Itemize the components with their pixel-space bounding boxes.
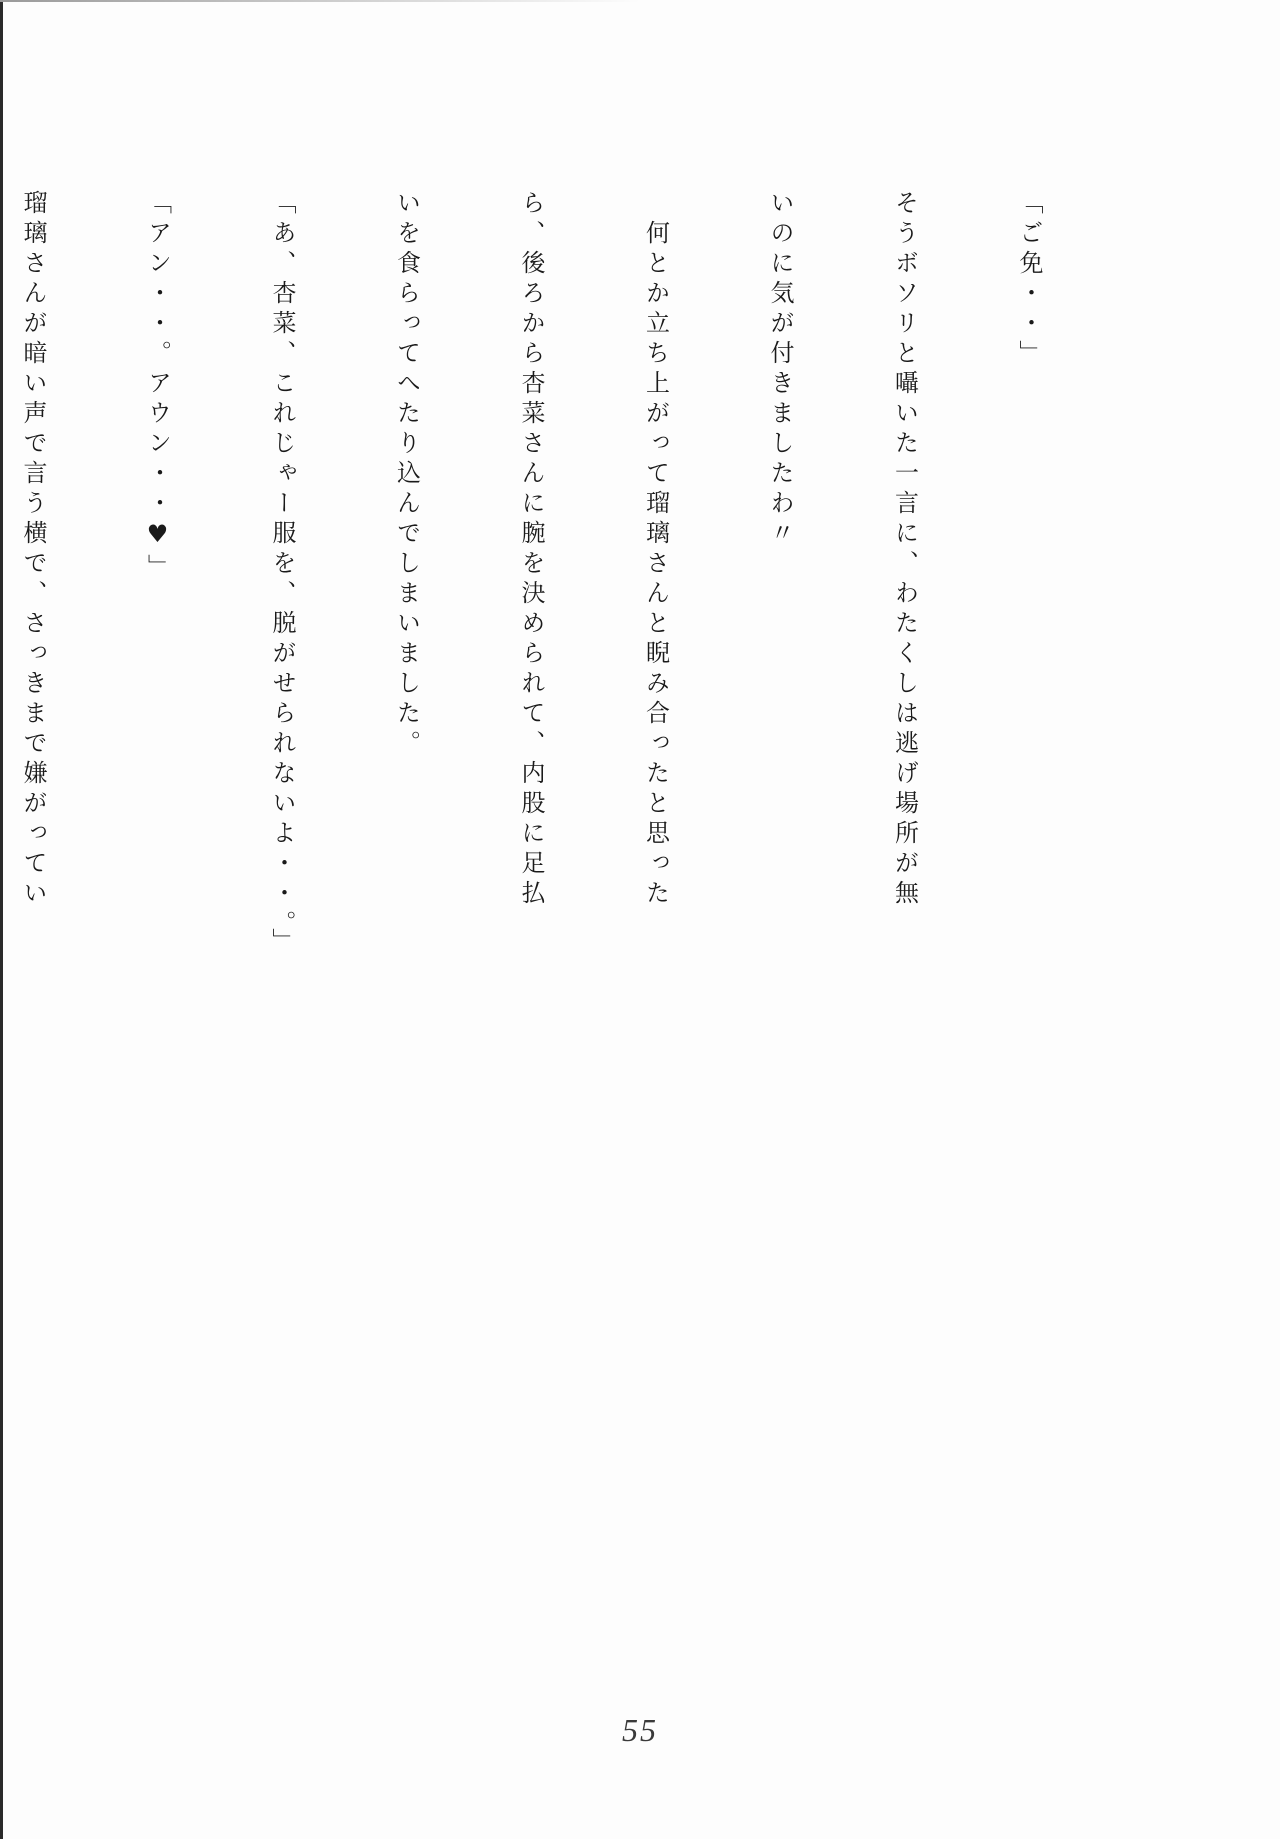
text-line: いのに気が付きましたわ〃: [766, 190, 794, 550]
text-line: そうボソリと囁いた一言に、わたくしは逃げ場所が無: [890, 190, 919, 910]
page-number: 55: [622, 1712, 658, 1748]
scan-edge-top: [0, 0, 640, 2]
text-line: 「ご免・・」: [1015, 190, 1043, 370]
text-line: 瑠璃さんが暗い声で言う横で、さっきまで嫌がってい: [19, 190, 47, 910]
text-line: 「アン・・。アウン・・♥」: [143, 190, 172, 584]
vertical-text-body: [0, 190, 1132, 958]
text-line: ら、後ろから杏菜さんに腕を決められて、内股に足払: [517, 190, 545, 910]
text-line: 何とか立ち上がって瑠璃さんと睨み合ったと思った: [641, 190, 670, 910]
text-line: いを食らってへたり込んでしまいました。: [392, 190, 421, 760]
text-line: 「あ、杏菜、これじゃー服を、脱がせられないよ・・。」: [268, 190, 296, 958]
